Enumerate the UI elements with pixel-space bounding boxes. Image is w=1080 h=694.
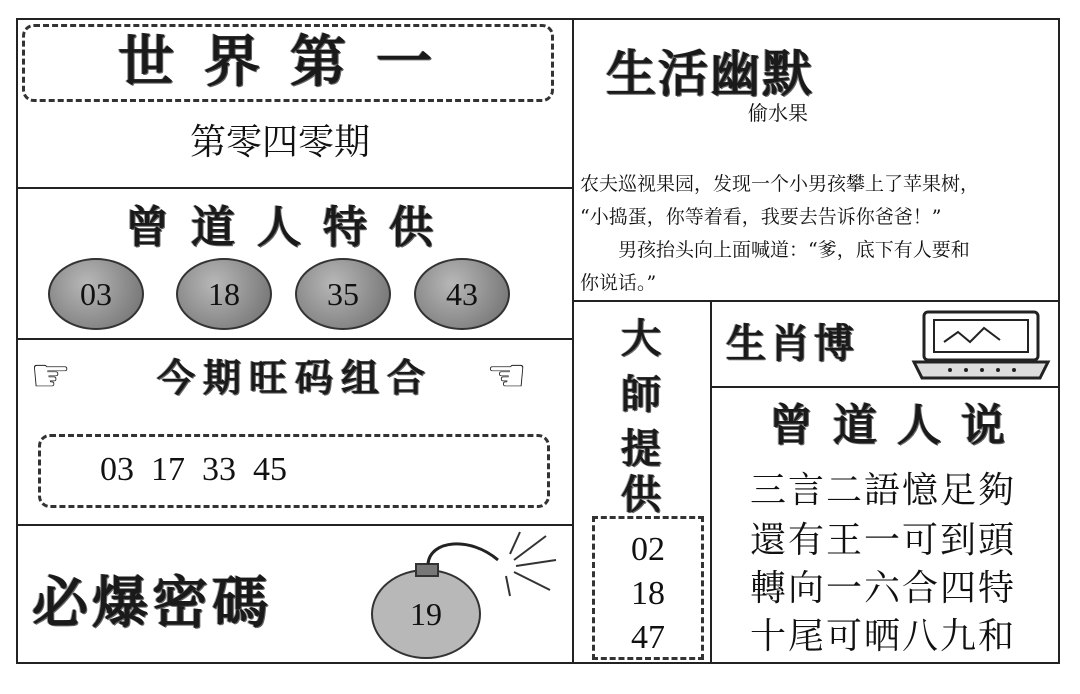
divider-left-1 <box>16 187 574 189</box>
divider-left-3 <box>16 524 574 526</box>
combo-numbers: 03 17 33 45 <box>100 451 287 488</box>
header-title: 世界第一 <box>118 30 462 95</box>
divider-left-2 <box>16 338 574 340</box>
humor-line-4: 你说话。” <box>580 272 657 294</box>
daxian-number-2: 18 <box>631 575 665 612</box>
humor-subtitle: 偷水果 <box>748 101 808 125</box>
humor-title: 生活幽默 <box>606 45 814 103</box>
bomb-number: 19 <box>410 596 442 632</box>
zodiac-title: 生肖博 <box>726 321 858 367</box>
special-ball-2: 18 <box>176 258 272 330</box>
humor-story <box>580 168 1056 300</box>
daxian-number-1: 02 <box>631 531 665 568</box>
daxian-char-4: 供 <box>621 472 661 518</box>
sayings-line-3: 轉向一六合四特 <box>750 568 1017 609</box>
humor-line-3: 男孩抬头向上面喊道：“爹，底下有人要和 <box>580 239 970 261</box>
daxian-char-3: 提 <box>621 426 661 472</box>
special-ball-1: 03 <box>48 258 144 330</box>
daxian-char-2: 師 <box>621 372 661 418</box>
sayings-line-1: 三言二語憶足夠 <box>750 470 1017 511</box>
humor-line-2: “小捣蛋，你等着看，我要去告诉你爸爸！” <box>580 206 942 228</box>
divider-right-v <box>710 300 712 664</box>
divider-right-1 <box>572 300 1060 302</box>
sayings-line-2: 還有王一可到頭 <box>750 520 1017 561</box>
sayings-title: 曾道人说 <box>769 400 1025 451</box>
pointing-hand-left-icon: ☜ <box>486 348 528 402</box>
bomb-title: 必爆密碼 <box>32 571 272 636</box>
special-ball-4: 43 <box>414 258 510 330</box>
special-ball-3: 35 <box>295 258 391 330</box>
laptop-icon <box>910 308 1052 382</box>
special-title: 曾道人特供 <box>125 202 455 253</box>
issue-label: 第零四零期 <box>189 122 370 163</box>
daxian-number-3: 47 <box>631 619 665 656</box>
humor-line-1: 农夫巡视果园，发现一个小男孩攀上了苹果树， <box>580 173 980 195</box>
combo-title: 今期旺码组合 <box>156 356 433 400</box>
divider-main <box>572 18 574 664</box>
sayings-line-4: 十尾可晒八九和 <box>750 616 1017 657</box>
daxian-char-1: 大 <box>621 316 661 362</box>
divider-right-2 <box>710 386 1060 388</box>
pointing-hand-right-icon: ☞ <box>30 348 72 402</box>
